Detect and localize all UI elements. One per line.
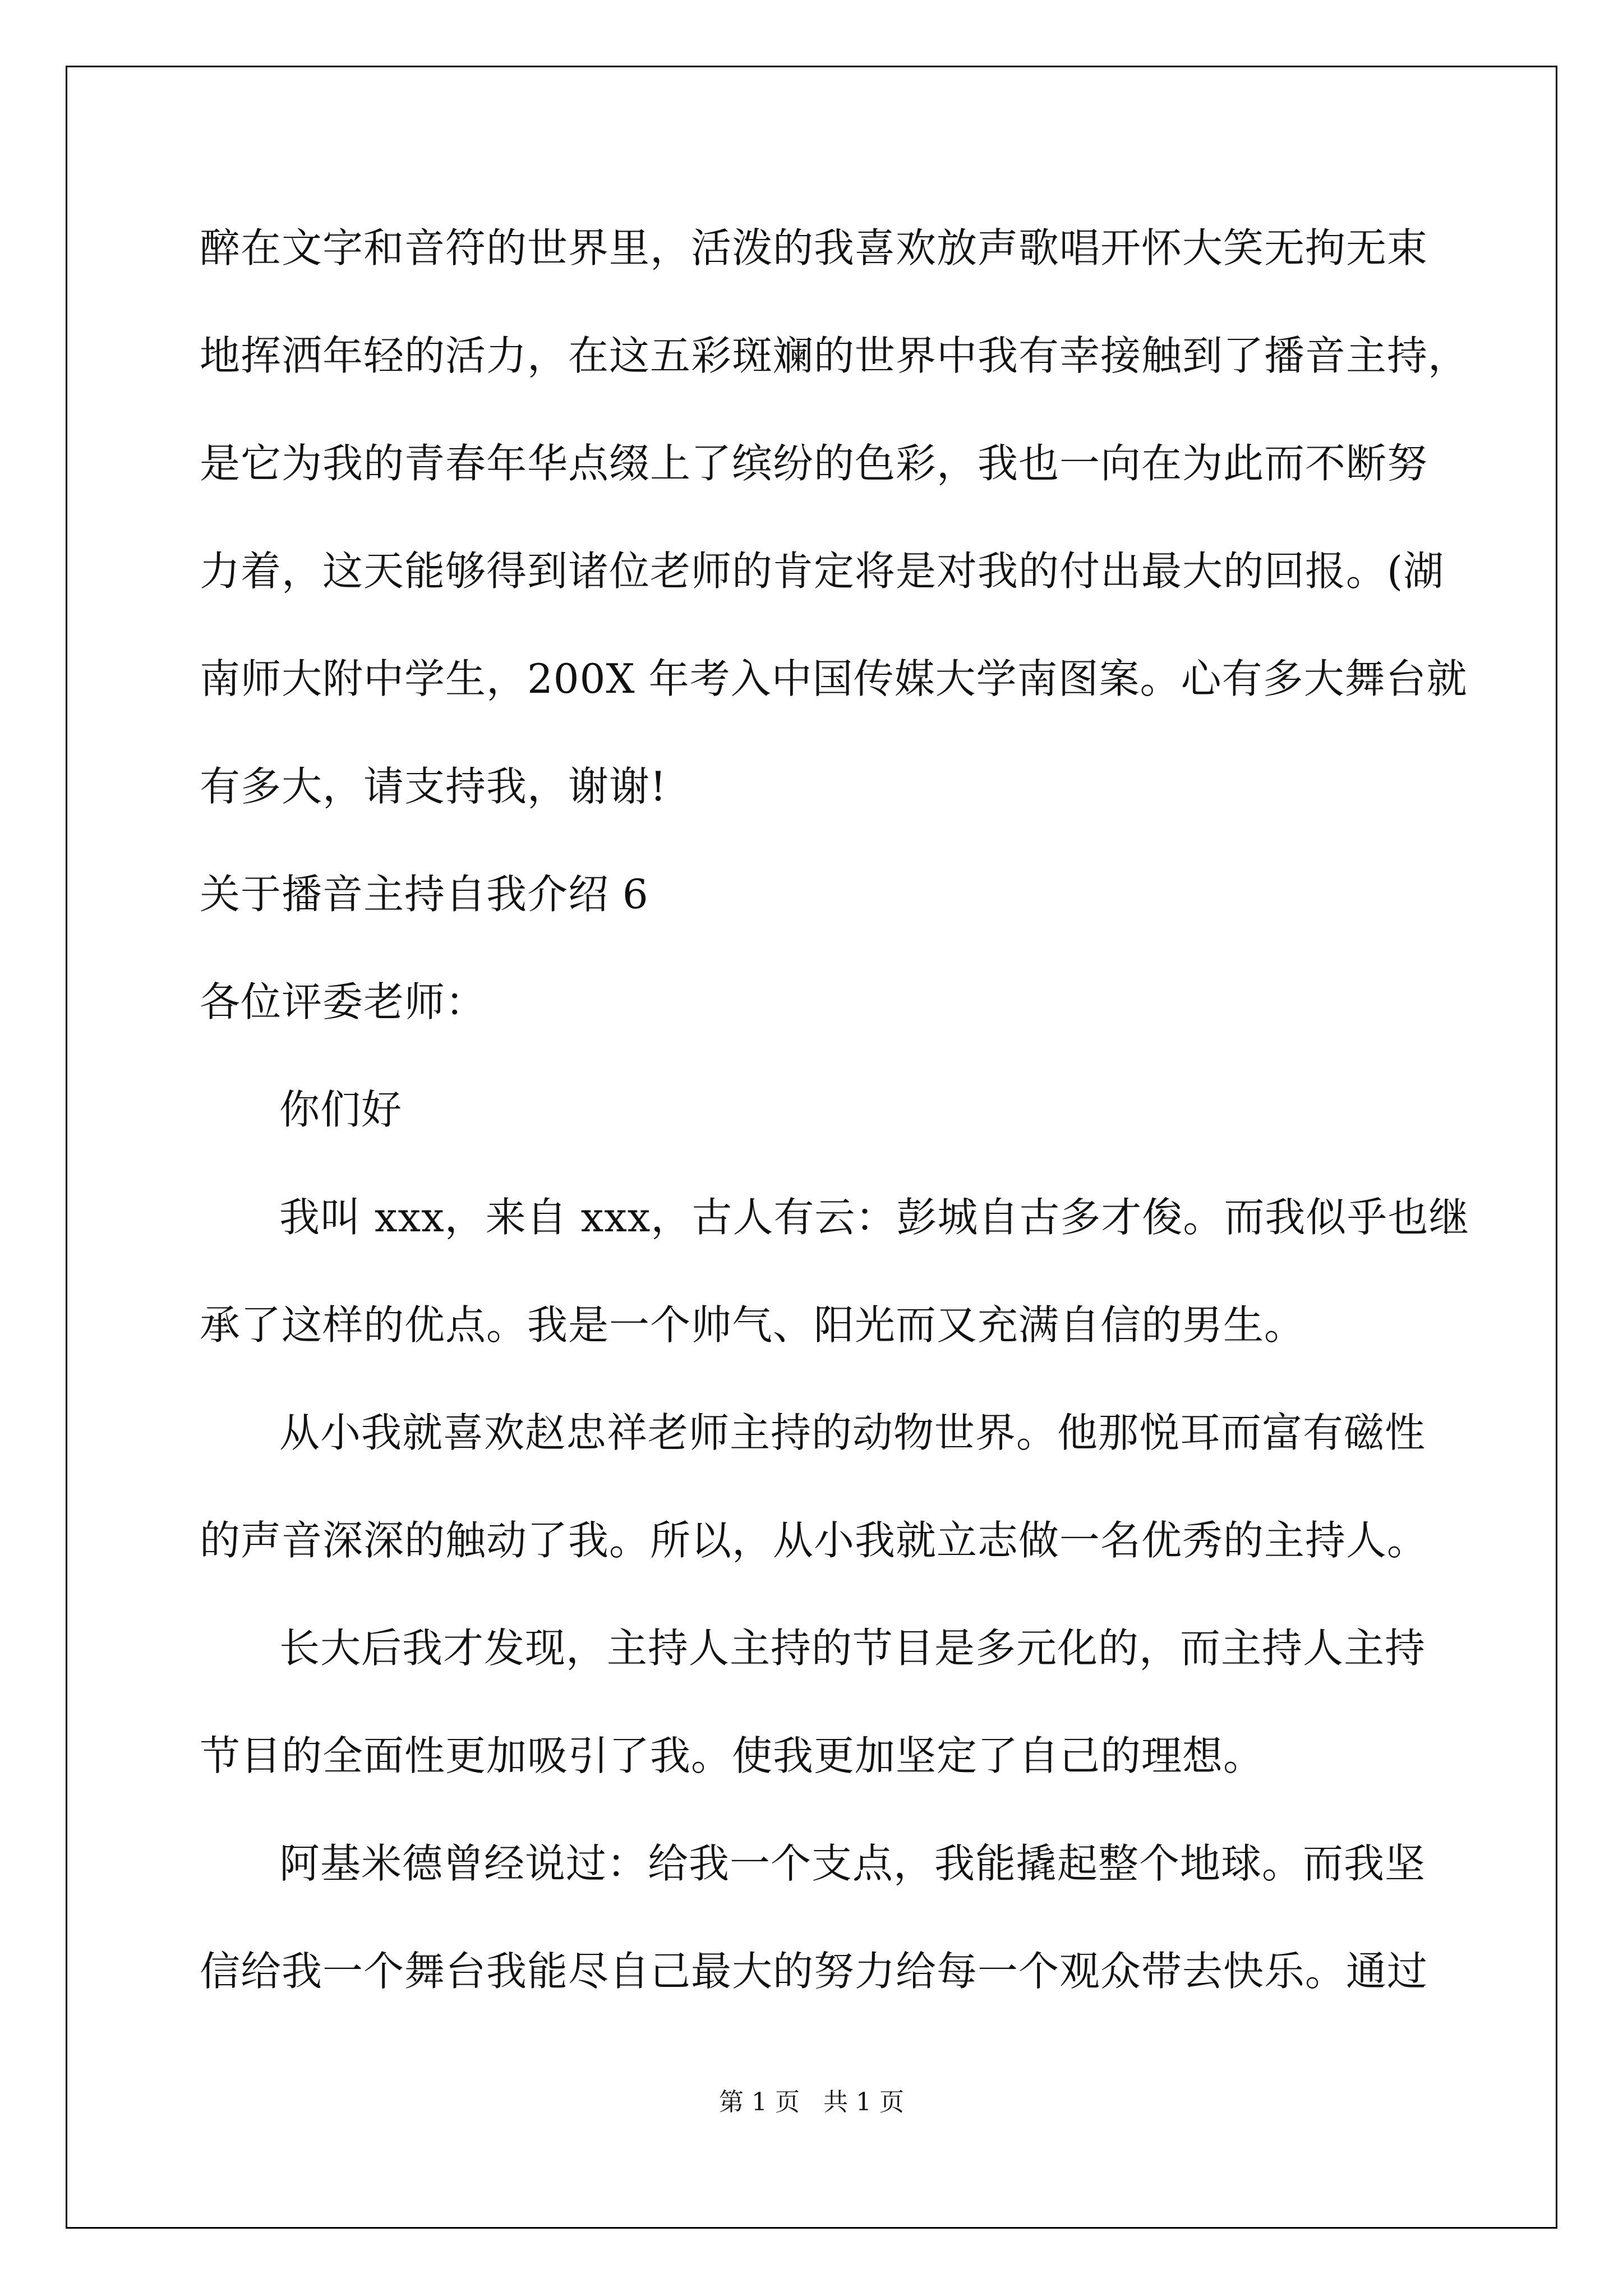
paragraph-line: 地挥洒年轻的活力，在这五彩斑斓的世界中我有幸接触到了播音主持， bbox=[200, 332, 1469, 379]
paragraph-line: 阿基米德曾经说过：给我一个支点，我能撬起整个地球。而我坚 bbox=[279, 1840, 1426, 1887]
page-border bbox=[66, 66, 1557, 2229]
salutation: 各位评委老师： bbox=[200, 978, 487, 1025]
paragraph-line: 承了这样的优点。我是一个帅气、阳光而又充满自信的男生。 bbox=[200, 1301, 1306, 1349]
paragraph-line: 南师大附中学生，200X 年考入中国传媒大学南图案。心有多大舞台就 bbox=[200, 655, 1468, 702]
paragraph-line: 节目的全面性更加吸引了我。使我更加坚定了自己的理想。 bbox=[200, 1732, 1265, 1779]
page-footer bbox=[0, 2086, 1623, 2119]
paragraph-line: 醉在文字和音符的世界里，活泼的我喜欢放声歌唱开怀大笑无拘无束 bbox=[200, 224, 1428, 272]
paragraph-line: 力着，这天能够得到诸位老师的肯定将是对我的付出最大的回报。(湖 bbox=[200, 547, 1445, 595]
paragraph-line: 从小我就喜欢赵忠祥老师主持的动物世界。他那悦耳而富有磁性 bbox=[279, 1409, 1426, 1456]
greeting: 你们好 bbox=[279, 1086, 403, 1133]
paragraph-line: 长大后我才发现，主持人主持的节目是多元化的，而主持人主持 bbox=[279, 1625, 1426, 1672]
paragraph-line: 我叫 xxx，来自 xxx，古人有云：彭城自古多才俊。而我似乎也继 bbox=[279, 1194, 1470, 1241]
paragraph-line: 信给我一个舞台我能尽自己最大的努力给每一个观众带去快乐。通过 bbox=[200, 1948, 1428, 1995]
section-heading: 关于播音主持自我介绍 6 bbox=[200, 871, 649, 918]
paragraph-line: 的声音深深的触动了我。所以，从小我就立志做一名优秀的主持人。 bbox=[200, 1517, 1428, 1564]
paragraph-line: 是它为我的青春年华点缀上了缤纷的色彩，我也一向在为此而不断努 bbox=[200, 440, 1428, 487]
page-total: 共 1 页 bbox=[823, 2088, 904, 2116]
paragraph-line: 有多大，请支持我，谢谢! bbox=[200, 763, 667, 810]
page-number: 第 1 页 bbox=[719, 2088, 800, 2116]
